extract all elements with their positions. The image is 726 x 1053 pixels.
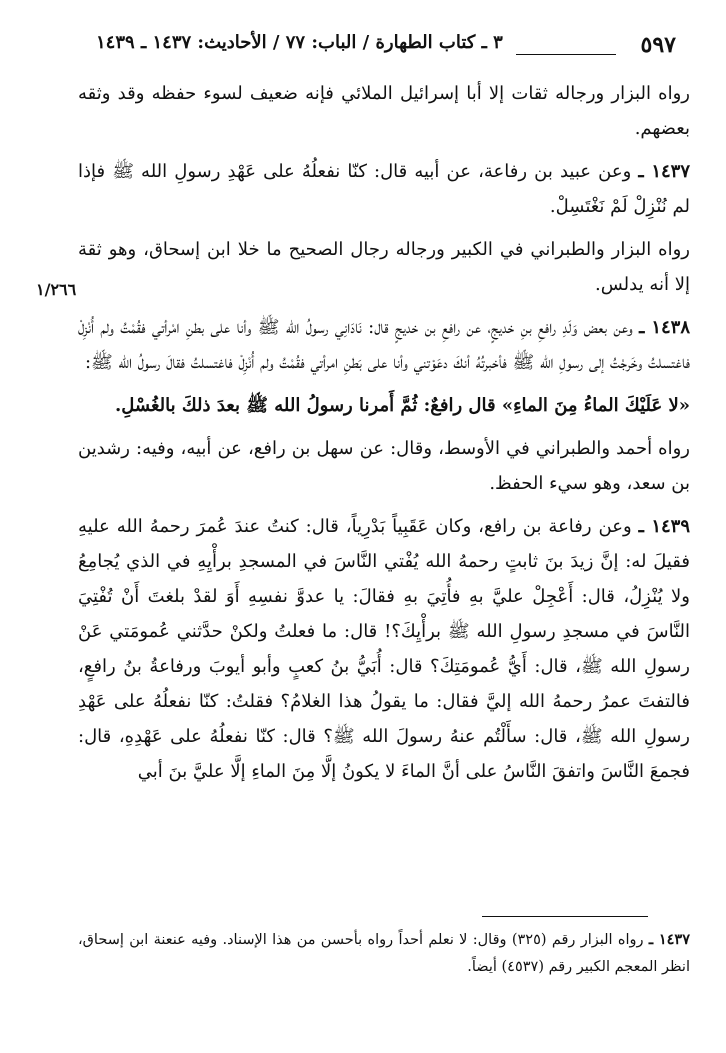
hadith-number: ١٤٣٧ ـ <box>638 161 690 182</box>
main-text <box>78 76 690 797</box>
paragraph-commentary <box>78 431 690 501</box>
paragraph-commentary <box>78 232 690 302</box>
hadith-number: ١٤٣٨ ـ <box>639 317 690 338</box>
hadith-number: ١٤٣٩ ـ <box>638 516 690 537</box>
header-rule <box>516 54 616 55</box>
footnote-text: رواه البزار رقم (٣٢٥) وقال: لا نعلم أحداً رواه بأحسن من هذا الإسناد. وفيه عنعنة ابن إسحاق، انظر المعجم الكبير رقم (٤٥٣٧) أيضاً. <box>78 932 690 975</box>
running-title: ٣ ـ كتاب الطهارة / الباب: ٧٧ / الأحاديث: ١٤٣٧ ـ ١٤٣٩ <box>96 32 503 53</box>
paragraph-hadith <box>78 310 690 380</box>
footnotes <box>78 926 690 981</box>
footnote-item <box>78 926 690 981</box>
marginal-note: ١/٢٦٦ <box>36 280 77 299</box>
paragraph-text: رواه أحمد والطبراني في الأوسط، وقال: عن سهل بن رافع، عن أبيه، وفيه: رشدين بن سعد، وهو سيء الحفظ. <box>78 438 690 494</box>
paragraph-text: وعن بعض وَلَدِ رافعِ بنِ خديجٍ، عن رافعِ بن خديجٍ قال: نَادَانِي رسولُ الله ﷺ وأنا على بطنِ امْرأتي فقُمْتُ ولم أُنْزِلْ فاغتسلتُ وخَرجْتُ إلى رسولِ الله ﷺ فأخبرتُهُ أنكَ دعَوْتني وأنا على بَطنِ امرأتي فقُمْتُ ولم أُنْزِلْ فاغتسلتُ فقالَ رسولُ الله ﷺ: <box>78 317 690 373</box>
footnote-number: ١٤٣٧ ـ <box>648 931 690 948</box>
page-header <box>96 30 676 60</box>
paragraph-text: وعن رفاعة بن رافع، وكان عَقَبِياً بَدْرِياً، قال: كنتُ عندَ عُمرَ رحمهُ الله عليهِ فقيلَ له: إنَّ زيدَ بنَ ثابتٍ رحمهُ الله يُفْتي النَّاسَ في المسجدِ برأْيِهِ في الذي يُجامِعُ ولا يُنْزِلُ، قال: أَعْجِلْ عليَّ بهِ فأُتِيَ بهِ فقالَ: يا عدوَّ نفسِهِ أَوَ لقدْ بلغتَ أَنْ تُفْتِيَ النَّاسَ في مسجدِ رسولِ الله ﷺ برأْيِكَ؟! قال: ما فعلتُ ولكنْ حدَّثني عُمومَتي عَنْ رسولِ الله ﷺ، قال: أَيُّ عُمومَتِكَ؟ قال: أُبَيُّ بنُ كعبٍ وأبو أيوبَ ورفاعةُ بنُ رافعٍ، فالتفتَ عمرُ رحمهُ الله إليَّ فقال: ما يقولُ هذا الغلامُ؟ فقلتُ: كنّا نفعلُهُ على عَهْدِ رسولِ الله ﷺ، قال: سأَلْتُم عنهُ رسولَ الله ﷺ؟ قال: كنّا نفعلُهُ على عَهْدِهِ، قال: فجمعَ النَّاسَ واتفقَ النَّاسُ على أنَّ الماءَ لا يكونُ إلَّا مِنَ الماءِ إلَّا عليَّ بنَ أبي <box>78 516 690 782</box>
paragraph-commentary <box>78 76 690 146</box>
paragraph-hadith <box>78 509 690 789</box>
footnote-rule <box>482 916 648 917</box>
paragraph-text: رواه البزار والطبراني في الكبير ورجاله رجال الصحيح ما خلا ابن إسحاق، وهو ثقة إلا أنه يدلس. <box>78 239 690 295</box>
paragraph-text: وعن عبيد بن رفاعة، عن أبيه قال: كنّا نفعلُهُ على عَهْدِ رسولِ الله ﷺ فإذا لم نُنْزِلْ لَمْ نَغْتَسِلْ. <box>78 161 690 217</box>
paragraph-text: «لا عَلَيْكَ الماءُ مِنَ الماءِ» قال رافعٌ: ثُمَّ أَمرنا رسولُ الله ﷺ بعدَ ذلكَ بالغُسْلِ. <box>115 395 690 416</box>
page-number: ٥٩٧ <box>640 32 676 58</box>
paragraph-text: رواه البزار ورجاله ثقات إلا أبا إسرائيل الملائي فإنه ضعيف لسوء حفظه وقد وثقه بعضهم. <box>78 83 690 139</box>
paragraph-quote <box>78 388 690 423</box>
paragraph-hadith <box>78 154 690 224</box>
